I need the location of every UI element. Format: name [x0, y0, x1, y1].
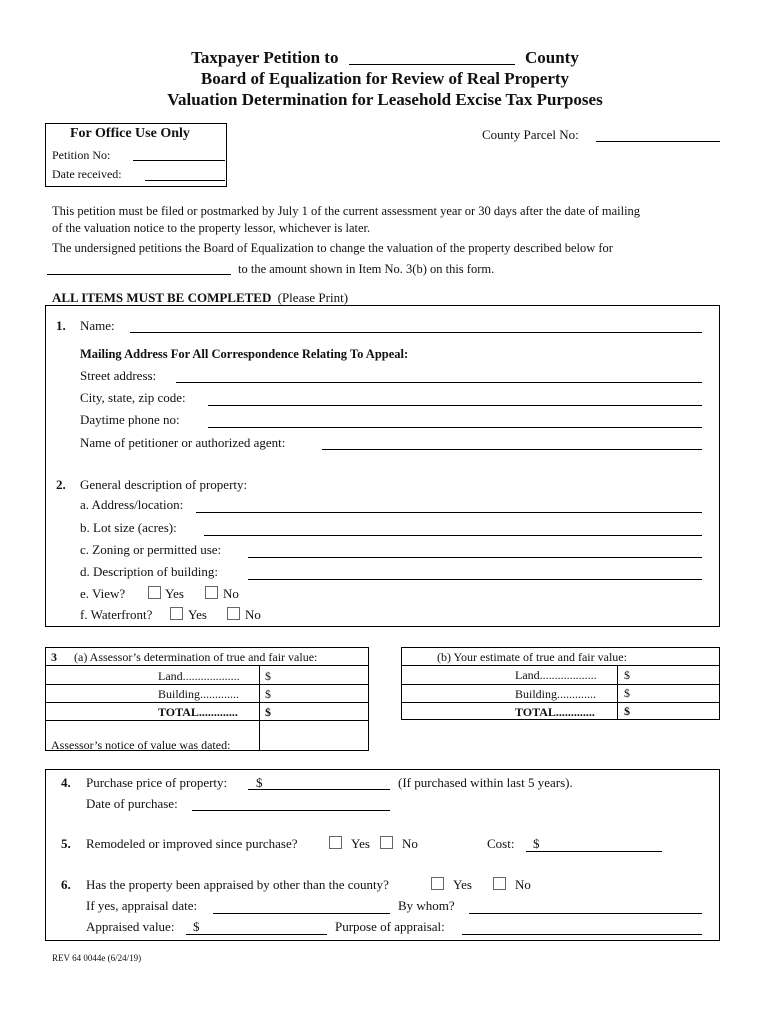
name-label: Name: [80, 318, 115, 333]
purchase-date-label: Date of purchase: [86, 796, 178, 811]
street-field[interactable] [176, 382, 702, 383]
cost-field[interactable] [526, 851, 662, 852]
appraised-no-checkbox[interactable] [493, 877, 506, 890]
title-line3: Valuation Determination for Leasehold Excise Tax Purposes [167, 90, 603, 109]
estimate-total-label: TOTAL............. [515, 705, 595, 719]
lot-size-field[interactable] [204, 535, 702, 536]
estimate-building-dollar: $ [624, 686, 630, 700]
assessor-total-dollar: $ [265, 705, 271, 719]
by-whom-label: By whom? [398, 898, 455, 913]
view-yes-label: Yes [165, 586, 184, 601]
remodeled-yes-checkbox[interactable] [329, 836, 342, 849]
assessor-heading: (a) Assessor’s determination of true and fair value: [74, 650, 318, 664]
appraised-no-label: No [515, 877, 531, 892]
view-no-checkbox[interactable] [205, 586, 218, 599]
property-description-heading: General description of property: [80, 477, 248, 492]
waterfront-no-label: No [245, 607, 261, 622]
appraisal-date-label: If yes, appraisal date: [86, 898, 198, 913]
view-yes-checkbox[interactable] [148, 586, 161, 599]
item-6-number: 6. [61, 877, 71, 892]
mailing-heading: Mailing Address For All Correspondence Relating To Appeal: [80, 347, 409, 361]
appraisal-date-field[interactable] [213, 913, 390, 914]
city-field[interactable] [208, 405, 702, 406]
phone-field[interactable] [208, 427, 702, 428]
purpose-field[interactable] [462, 934, 702, 935]
waterfront-label: f. Waterfront? [80, 607, 153, 622]
notice-date-label: Assessor’s notice of value was dated: [51, 738, 231, 752]
estimate-total-dollar: $ [624, 704, 630, 718]
cost-label: Cost: [487, 836, 515, 851]
county-parcel-label: County Parcel No: [482, 127, 579, 142]
purpose-label: Purpose of appraisal: [335, 919, 445, 934]
estimate-land-label: Land................... [515, 668, 597, 682]
address-location-label: a. Address/location: [80, 497, 184, 512]
petition-no-field[interactable] [133, 160, 225, 161]
all-items-note [52, 290, 348, 306]
intro-text-1b: of the valuation notice to the property lessor, whichever is later. [52, 221, 371, 235]
city-label: City, state, zip code: [80, 390, 186, 405]
purchase-price-label: Purchase price of property: [86, 775, 228, 790]
item-4-number: 4. [61, 775, 71, 790]
purchase-note: (If purchased within last 5 years). [398, 775, 573, 790]
assessor-land-dollar: $ [265, 669, 271, 683]
waterfront-no-checkbox[interactable] [227, 607, 240, 620]
cost-dollar: $ [533, 836, 540, 851]
purchase-price-field[interactable] [248, 789, 390, 790]
appraised-value-label: Appraised value: [86, 919, 175, 934]
address-location-field[interactable] [196, 512, 702, 513]
date-received-field[interactable] [145, 180, 225, 181]
form-title [0, 47, 770, 68]
estimate-land-dollar: $ [624, 668, 630, 682]
item-5-number: 5. [61, 836, 71, 851]
form-revision-code: REV 64 0044e (6/24/19) [52, 953, 142, 963]
agent-field[interactable] [322, 449, 702, 450]
appraised-value-dollar: $ [193, 919, 200, 934]
intro-text-1a: This petition must be filed or postmarked by July 1 of the current assessment year or 30 days after the date of mailing [52, 204, 641, 218]
name-field[interactable] [130, 332, 702, 333]
view-label: e. View? [80, 586, 126, 601]
zoning-label: c. Zoning or permitted use: [80, 542, 222, 557]
view-no-label: No [223, 586, 239, 601]
building-description-field[interactable] [248, 579, 702, 580]
appraised-yes-checkbox[interactable] [431, 877, 444, 890]
title-line2: Board of Equalization for Review of Real Property [200, 69, 570, 88]
by-whom-field[interactable] [469, 913, 702, 914]
building-description-label: d. Description of building: [80, 564, 218, 579]
appraised-yes-label: Yes [453, 877, 472, 892]
purchase-price-dollar: $ [256, 775, 263, 790]
assessor-building-label: Building............. [158, 687, 240, 701]
waterfront-yes-label: Yes [188, 607, 207, 622]
title-line1a: Taxpayer Petition to [191, 48, 339, 67]
remodeled-no-label: No [402, 836, 418, 851]
intro-text-2a: The undersigned petitions the Board of Equalization to change the valuation of the property described below for [52, 241, 613, 255]
county-parcel-field[interactable] [596, 141, 720, 142]
petition-no-label: Petition No: [52, 148, 111, 162]
date-received-label: Date received: [52, 167, 122, 181]
estimate-heading: (b) Your estimate of true and fair value: [437, 650, 627, 664]
item-3-number: 3 [51, 650, 57, 664]
estimate-building-label: Building............. [515, 687, 597, 701]
item-2-number: 2. [56, 477, 66, 492]
title-line1b: County [524, 48, 579, 67]
assessment-year-field[interactable] [47, 274, 231, 275]
items-box-4-6 [45, 769, 720, 941]
agent-label: Name of petitioner or authorized agent: [80, 435, 286, 450]
assessor-building-dollar: $ [265, 687, 271, 701]
remodeled-question: Remodeled or improved since purchase? [86, 836, 298, 851]
appraised-question: Has the property been appraised by other than the county? [86, 877, 389, 892]
street-label: Street address: [80, 368, 157, 383]
assessor-land-label: Land................... [158, 669, 240, 683]
county-name-field[interactable] [349, 49, 515, 65]
remodeled-no-checkbox[interactable] [380, 836, 393, 849]
remodeled-yes-label: Yes [351, 836, 370, 851]
appraised-value-field[interactable] [186, 934, 327, 935]
all-items-normal: (Please Print) [277, 290, 349, 305]
zoning-field[interactable] [248, 557, 702, 558]
assessor-total-label: TOTAL............. [158, 705, 238, 719]
office-use-heading: For Office Use Only [70, 126, 190, 141]
intro-text-2b: to the amount shown in Item No. 3(b) on this form. [238, 262, 495, 276]
phone-label: Daytime phone no: [80, 412, 180, 427]
notice-date-field[interactable] [260, 721, 368, 750]
all-items-bold: ALL ITEMS MUST BE COMPLETED [52, 290, 272, 305]
item-1-number: 1. [56, 318, 66, 333]
waterfront-yes-checkbox[interactable] [170, 607, 183, 620]
lot-size-label: b. Lot size (acres): [80, 520, 177, 535]
purchase-date-field[interactable] [192, 810, 390, 811]
